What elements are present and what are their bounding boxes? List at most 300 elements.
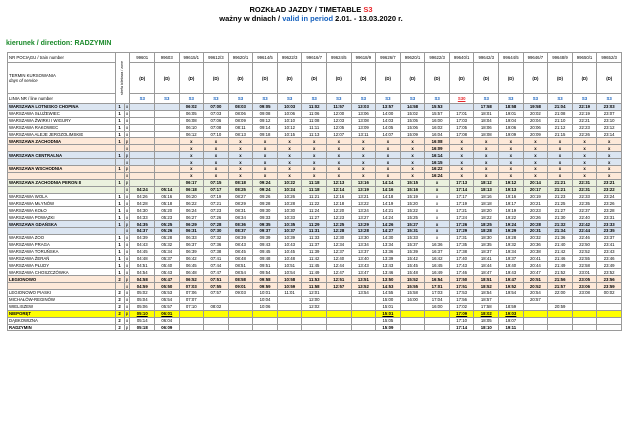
station-row (8, 324, 622, 331)
time-cell: 14:53 (376, 283, 401, 290)
time-cell: 20:28 (523, 221, 548, 228)
zone: 1 (115, 255, 124, 262)
time-cell (277, 324, 302, 331)
time-cell: 14:00 (376, 110, 401, 117)
time-cell: 07:21 (204, 200, 229, 207)
station-row (8, 296, 622, 303)
time-cell (130, 145, 155, 152)
time-cell: 10:22 (277, 179, 302, 186)
time-cell: x (277, 152, 302, 159)
time-cell: 17:46 (449, 269, 474, 276)
zone: 1 (115, 262, 124, 269)
zone: 1 (115, 207, 124, 214)
time-cell: 09:30 (253, 207, 278, 214)
time-cell: 07:55 (204, 283, 229, 290)
arr-dep-flag: o (125, 228, 129, 234)
direction-label: kierunek / direction: RADZYMIN (6, 40, 112, 47)
time-cell: 12:20 (326, 207, 351, 214)
time-cell: x (474, 159, 499, 166)
title-prefix: ROZKŁAD JAZDY / TIMETABLE (249, 5, 364, 14)
station-row (8, 166, 622, 173)
time-cell: 07:23 (204, 207, 229, 214)
time-cell: 04:45 (130, 248, 155, 255)
time-cell: 13:21 (351, 193, 376, 200)
time-cell: 14:18 (376, 193, 401, 200)
time-cell: x (204, 159, 229, 166)
time-cell: x (523, 152, 548, 159)
time-cell: 23:08 (572, 290, 597, 297)
time-cell (154, 138, 179, 145)
days-of-service: (D) (523, 63, 548, 94)
time-cell: 23:41 (597, 241, 622, 248)
time-cell: x (302, 166, 327, 173)
line-name: S3 (363, 5, 373, 14)
time-cell: 08:54 (228, 269, 253, 276)
time-cell: 10:51 (277, 262, 302, 269)
time-cell: 16:42 (425, 255, 450, 262)
time-cell: 14:55 (376, 290, 401, 297)
time-cell: 15:19 (400, 193, 425, 200)
time-cell (228, 303, 253, 310)
arr-dep-flag: o (125, 283, 129, 289)
time-cell: 11:53 (302, 276, 327, 283)
time-cell (326, 324, 351, 331)
station-name: WARSZAWA WOLA (8, 193, 116, 200)
time-cell (302, 317, 327, 324)
time-cell: 19:12 (499, 179, 524, 186)
time-cell: 18:51 (474, 276, 499, 283)
time-cell: 18:04 (474, 117, 499, 124)
time-cell: 22:40 (572, 214, 597, 221)
time-cell: 18:54 (474, 290, 499, 297)
time-cell: 17:05 (449, 124, 474, 131)
train-number: 99620/1 (400, 53, 425, 63)
time-cell: 12:07 (326, 131, 351, 138)
time-cell: x (228, 152, 253, 159)
time-cell: 07:06 (179, 290, 204, 297)
time-cell: x (228, 138, 253, 145)
zone (115, 159, 124, 166)
time-cell: 04:33 (130, 214, 155, 221)
time-cell (154, 179, 179, 186)
time-cell (130, 131, 155, 138)
time-cell: 23:56 (597, 276, 622, 283)
time-cell (228, 296, 253, 303)
time-cell: x (523, 159, 548, 166)
zone-header-label: strefa biletowa / zone (120, 60, 125, 95)
station-name: WARSZAWA ZACHODNIA PERON 8 (8, 179, 116, 186)
time-cell: 19:32 (499, 241, 524, 248)
station-row (8, 303, 622, 310)
time-cell: 04:28 (130, 200, 155, 207)
time-cell: 05:32 (154, 241, 179, 248)
zone: 1 (115, 193, 124, 200)
validity-period (0, 14, 622, 23)
time-cell: 19:28 (499, 234, 524, 241)
time-cell: 06:42 (179, 255, 204, 262)
time-cell: 20:57 (523, 296, 548, 303)
time-cell: 15:55 (400, 283, 425, 290)
time-cell: 15:02 (400, 110, 425, 117)
time-cell (277, 303, 302, 310)
time-cell: 17:24 (449, 214, 474, 221)
time-cell: 21:46 (548, 255, 573, 262)
days-of-service: (D) (400, 63, 425, 94)
time-cell (351, 324, 376, 331)
time-cell: 10:10 (277, 117, 302, 124)
time-cell: 10:30 (277, 207, 302, 214)
time-cell: x (351, 172, 376, 179)
time-cell: 06:10 (179, 124, 204, 131)
days-of-service: (D) (572, 63, 597, 94)
time-cell: 18:47 (474, 269, 499, 276)
time-cell: x (425, 221, 450, 228)
time-cell: 07:10 (204, 131, 229, 138)
days-of-service: (D) (499, 63, 524, 94)
time-cell: 06:08 (179, 117, 204, 124)
time-cell: x (499, 159, 524, 166)
time-cell: 17:02 (449, 303, 474, 310)
station-name: WARSZAWA SŁUŻEWIEC (8, 110, 116, 117)
time-cell: 23:07 (597, 110, 622, 117)
time-cell: 16:04 (425, 131, 450, 138)
time-cell: 11:57 (326, 104, 351, 111)
station-name: RADZYMIN (8, 324, 116, 331)
zone: 1 (115, 104, 124, 111)
time-cell: 10:39 (277, 234, 302, 241)
zone: 1 (115, 131, 124, 138)
arr-dep-flag: o (125, 214, 129, 220)
time-cell: x (548, 159, 573, 166)
time-cell: x (302, 172, 327, 179)
time-cell: x (376, 172, 401, 179)
time-cell: 22:50 (572, 241, 597, 248)
time-cell (400, 317, 425, 324)
zone: 2 (115, 303, 124, 310)
time-cell: x (499, 152, 524, 159)
time-cell: 23:43 (597, 248, 622, 255)
time-cell: x (204, 152, 229, 159)
time-cell: 12:05 (326, 124, 351, 131)
time-cell: 12:14 (326, 186, 351, 193)
time-cell: 05:25 (154, 221, 179, 228)
time-cell: 08:37 (228, 228, 253, 235)
time-cell: 19:52 (499, 283, 524, 290)
time-cell: 09:01 (228, 283, 253, 290)
time-cell: 17:01 (449, 110, 474, 117)
time-cell: 19:19 (499, 207, 524, 214)
time-cell: 11:27 (302, 214, 327, 221)
zone (115, 145, 124, 152)
time-cell: 07:38 (204, 248, 229, 255)
time-cell: x (228, 145, 253, 152)
train-number: 99615/1 (179, 53, 204, 63)
time-cell: 08:18 (228, 179, 253, 186)
time-cell (326, 290, 351, 297)
time-cell (523, 317, 548, 324)
time-cell: 10:37 (277, 228, 302, 235)
time-cell: x (572, 166, 597, 173)
time-cell: 11:45 (302, 262, 327, 269)
time-cell: 04:54 (130, 269, 155, 276)
time-cell: x (400, 152, 425, 159)
time-cell: 15:33 (400, 234, 425, 241)
time-cell: x (302, 145, 327, 152)
time-cell: x (351, 145, 376, 152)
station-name: WARSZAWA TORUŃSKA (8, 248, 116, 255)
time-cell: 22:55 (572, 255, 597, 262)
time-cell: 17:17 (449, 193, 474, 200)
time-cell: 07:06 (204, 117, 229, 124)
time-cell: 11:08 (302, 117, 327, 124)
line-number: S30 (449, 94, 474, 104)
time-cell: 17:04 (425, 296, 450, 303)
time-cell: 04:35 (130, 221, 155, 228)
train-number: 99616/7 (302, 53, 327, 63)
time-cell: 16:09 (425, 145, 450, 152)
zone: 2 (115, 324, 124, 331)
time-cell: 23:03 (597, 104, 622, 111)
station-row (8, 159, 622, 166)
arr-dep-flag: o (125, 187, 129, 193)
time-cell: 10:15 (277, 131, 302, 138)
time-cell: 16:02 (425, 124, 450, 131)
time-cell: x (326, 145, 351, 152)
station-name: WARSZAWA ZACHODNIA (8, 138, 116, 145)
time-cell: 12:30 (326, 234, 351, 241)
time-cell: 06:29 (179, 221, 204, 228)
time-cell: x (597, 138, 622, 145)
time-cell: 08:03 (228, 104, 253, 111)
arr-dep-flag: o (125, 262, 129, 268)
time-cell: x (425, 234, 450, 241)
time-cell: 15:15 (400, 179, 425, 186)
station-row (8, 221, 622, 228)
time-cell: x (597, 152, 622, 159)
train-number: 99622/3 (277, 53, 302, 63)
time-cell: 05:06 (130, 303, 155, 310)
time-cell: 07:10 (179, 303, 204, 310)
station-row (8, 193, 622, 200)
time-cell: 14:14 (376, 179, 401, 186)
time-cell: 17:38 (449, 248, 474, 255)
time-cell (326, 296, 351, 303)
station-name: WARSZAWA POWĄZKI (8, 214, 116, 221)
time-cell: 18:57 (474, 296, 499, 303)
zone-header (115, 53, 130, 104)
line-number: S3 (474, 94, 499, 104)
station-name: WARSZAWA ALEJE JEROZOLIMSKIE (8, 131, 116, 138)
time-cell: 08:48 (228, 255, 253, 262)
time-cell: 17:14 (449, 324, 474, 331)
term-label-en: days of service (9, 78, 38, 83)
time-cell: x (326, 159, 351, 166)
time-cell: 19:58 (523, 104, 548, 111)
time-cell: 07:15 (204, 179, 229, 186)
days-of-service: (D) (302, 63, 327, 94)
time-cell: 20:54 (523, 290, 548, 297)
time-cell: 06:20 (179, 193, 204, 200)
time-cell (523, 310, 548, 317)
time-cell: 05:26 (154, 228, 179, 235)
time-cell: 21:21 (548, 186, 573, 193)
time-cell (351, 296, 376, 303)
time-cell: 12:13 (326, 179, 351, 186)
time-cell: 18:22 (474, 214, 499, 221)
time-cell (154, 124, 179, 131)
station-name: WARSZAWA PRAGA (8, 241, 116, 248)
time-cell: 06:37 (179, 241, 204, 248)
time-cell: 13:11 (351, 131, 376, 138)
time-cell: 13:24 (351, 207, 376, 214)
time-cell (179, 317, 204, 324)
time-cell: 21:56 (548, 276, 573, 283)
time-cell (597, 324, 622, 331)
time-cell: x (376, 145, 401, 152)
days-of-service: (D) (351, 63, 376, 94)
time-cell: 11:18 (302, 179, 327, 186)
arr-dep-flag: p (125, 221, 129, 227)
station-name (8, 283, 116, 290)
time-cell (154, 166, 179, 173)
time-cell (572, 296, 597, 303)
time-cell: 04:59 (130, 283, 155, 290)
time-cell: 12:03 (326, 117, 351, 124)
time-cell: 15:53 (425, 104, 450, 111)
time-cell: x (449, 138, 474, 145)
time-cell: 20:17 (523, 186, 548, 193)
time-cell: x (253, 159, 278, 166)
station-row (8, 290, 622, 297)
time-cell: 23:05 (572, 276, 597, 283)
time-cell: 20:31 (523, 228, 548, 235)
time-cell: 21:57 (548, 283, 573, 290)
time-cell: 16:00 (400, 296, 425, 303)
time-cell: 15:00 (376, 296, 401, 303)
station-row (8, 255, 622, 262)
time-cell: 17:50 (449, 276, 474, 283)
time-cell: 23:49 (597, 262, 622, 269)
time-cell: 11:02 (302, 104, 327, 111)
time-cell: 07:36 (204, 241, 229, 248)
time-cell: 12:34 (326, 241, 351, 248)
time-cell (154, 145, 179, 152)
arr-dep-flag: o (125, 297, 129, 303)
station-name: WARSZAWA KOŁO (8, 207, 116, 214)
time-cell: 10:58 (277, 276, 302, 283)
time-cell: 08:43 (228, 241, 253, 248)
time-cell: 08:25 (228, 186, 253, 193)
time-cell: 16:24 (425, 172, 450, 179)
time-cell: x (425, 214, 450, 221)
time-cell: 13:06 (351, 110, 376, 117)
time-cell: 20:32 (523, 234, 548, 241)
time-cell: 15:39 (400, 248, 425, 255)
time-cell: 07:19 (204, 193, 229, 200)
time-cell (548, 317, 573, 324)
time-cell: 18:41 (474, 255, 499, 262)
time-cell: x (572, 159, 597, 166)
time-cell: x (376, 166, 401, 173)
time-cell: x (400, 159, 425, 166)
time-cell: 06:48 (179, 269, 204, 276)
time-cell: x (277, 172, 302, 179)
days-of-service: (D) (597, 63, 622, 94)
time-cell: 07:03 (179, 283, 204, 290)
zone: 1 (115, 124, 124, 131)
time-cell: 19:54 (499, 290, 524, 297)
time-cell: 19:34 (499, 248, 524, 255)
time-cell: 23:24 (597, 193, 622, 200)
time-cell: 17:14 (449, 186, 474, 193)
time-cell: x (204, 145, 229, 152)
time-cell: 19:04 (499, 117, 524, 124)
station-row (8, 269, 622, 276)
time-cell: 15:48 (400, 269, 425, 276)
time-cell: 23:37 (597, 234, 622, 241)
time-cell: 19:03 (499, 310, 524, 317)
time-cell: 20:38 (523, 248, 548, 255)
line-number: S3 (523, 94, 548, 104)
time-cell: x (253, 166, 278, 173)
time-cell (130, 179, 155, 186)
time-cell: 19:22 (499, 214, 524, 221)
time-cell: 07:47 (204, 269, 229, 276)
time-cell: x (548, 172, 573, 179)
time-cell: 18:08 (474, 131, 499, 138)
station-row (8, 131, 622, 138)
arr-dep-flag: o (125, 256, 129, 262)
time-cell: x (326, 172, 351, 179)
time-cell: x (302, 138, 327, 145)
time-cell: 16:08 (425, 138, 450, 145)
line-number: S3 (204, 94, 229, 104)
station-row (8, 110, 622, 117)
days-of-service: (D) (277, 63, 302, 94)
time-cell: x (204, 138, 229, 145)
arr-dep-flag: o (125, 118, 129, 124)
arr-dep-flag: o (125, 145, 129, 151)
time-cell: 12:37 (326, 248, 351, 255)
time-cell: 18:58 (499, 104, 524, 111)
time-cell: 22:21 (572, 117, 597, 124)
time-cell: 11:13 (302, 131, 327, 138)
time-cell: 20:41 (523, 255, 548, 262)
time-cell: x (548, 138, 573, 145)
time-cell: 13:34 (351, 241, 376, 248)
time-cell: 11:33 (302, 234, 327, 241)
validity-prefix: ważny w dniach / (219, 14, 283, 23)
line-number: S3 (154, 94, 179, 104)
time-cell: 18:30 (474, 234, 499, 241)
term-label-pl: TERMIN KURSOWANIA (9, 73, 56, 78)
time-cell: 08:34 (228, 214, 253, 221)
time-cell (597, 310, 622, 317)
train-number: 99642/3 (474, 53, 499, 63)
time-cell: x (228, 159, 253, 166)
days-of-service: (D) (204, 63, 229, 94)
time-cell (228, 317, 253, 324)
zone: 1 (115, 200, 124, 207)
time-cell: 07:17 (204, 186, 229, 193)
time-cell: x (376, 152, 401, 159)
train-number: 99614/5 (253, 53, 278, 63)
time-cell: 07:41 (204, 255, 229, 262)
time-cell: 13:57 (376, 104, 401, 111)
time-cell: 12:01 (302, 290, 327, 297)
zone: 2 (115, 317, 124, 324)
time-cell: 23:01 (572, 269, 597, 276)
